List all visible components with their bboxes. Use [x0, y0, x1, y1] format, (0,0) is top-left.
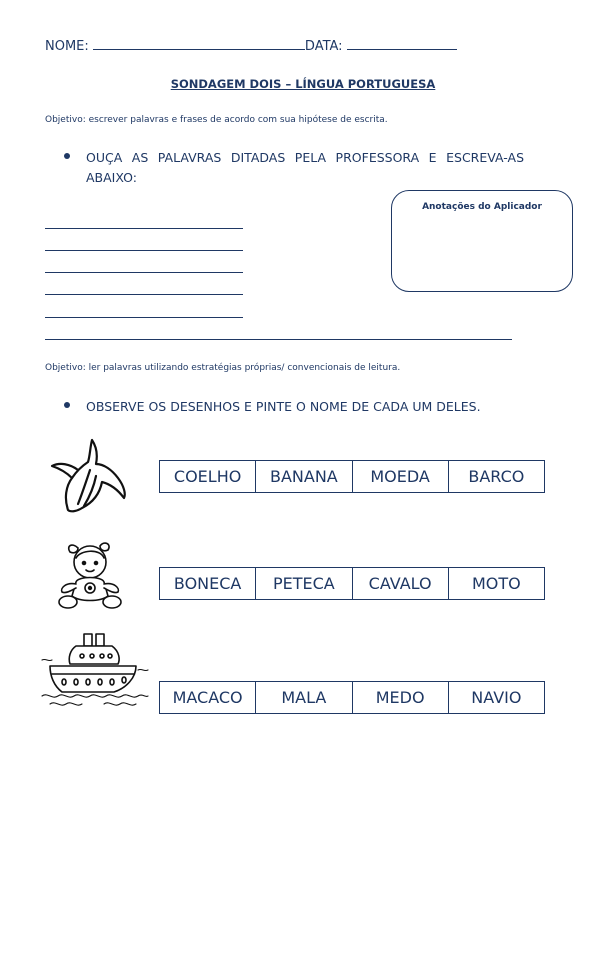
- date-blank[interactable]: [347, 38, 457, 50]
- word-row-doll: [159, 567, 545, 600]
- answer-line-1[interactable]: [45, 228, 243, 229]
- examiner-notes-box[interactable]: [391, 190, 573, 292]
- word-row-banana: [159, 460, 545, 493]
- objective-reading: Objetivo: ler palavras utilizando estratégias próprias/ convencionais de leitura.: [45, 363, 401, 373]
- name-label: NOME:: [45, 39, 89, 54]
- word-option[interactable]: MALA: [256, 682, 352, 714]
- word-option[interactable]: MACACO: [160, 682, 256, 714]
- word-option[interactable]: MOEDA: [352, 461, 448, 493]
- objective-writing: Objetivo: escrever palavras e frases de acordo com sua hipótese de escrita.: [45, 115, 388, 125]
- dictation-instruction: OUÇA AS PALAVRAS DITADAS PELA PROFESSORA E ESCREVA-AS ABAIXO:: [66, 148, 524, 188]
- answer-line-5[interactable]: [45, 317, 243, 318]
- answer-line-2[interactable]: [45, 250, 243, 251]
- word-option[interactable]: BONECA: [160, 568, 256, 600]
- reading-instruction: OBSERVE OS DESENHOS E PINTE O NOME DE CADA UM DELES.: [66, 397, 524, 417]
- banana-icon: [50, 436, 130, 516]
- answer-line-3[interactable]: [45, 272, 243, 273]
- word-option[interactable]: PETECA: [256, 568, 352, 600]
- examiner-notes-label: Anotações do Aplicador: [422, 202, 542, 212]
- date-label: DATA:: [304, 39, 343, 54]
- ship-icon: [40, 630, 150, 710]
- answer-line-4[interactable]: [45, 294, 243, 295]
- word-option[interactable]: MEDO: [352, 682, 448, 714]
- word-option[interactable]: NAVIO: [448, 682, 544, 714]
- bullet-icon: [64, 153, 70, 159]
- name-blank[interactable]: [93, 38, 305, 50]
- word-option[interactable]: COELHO: [160, 461, 256, 493]
- word-option[interactable]: CAVALO: [352, 568, 448, 600]
- word-option[interactable]: MOTO: [448, 568, 544, 600]
- word-option[interactable]: BANANA: [256, 461, 352, 493]
- word-row-ship: [159, 681, 545, 714]
- bullet-icon: [64, 402, 70, 408]
- word-option[interactable]: BARCO: [448, 461, 544, 493]
- doll-icon: [54, 538, 126, 610]
- name-date-header: [45, 38, 457, 54]
- sentence-line[interactable]: [45, 339, 512, 340]
- page-title: SONDAGEM DOIS – LÍNGUA PORTUGUESA: [170, 77, 436, 91]
